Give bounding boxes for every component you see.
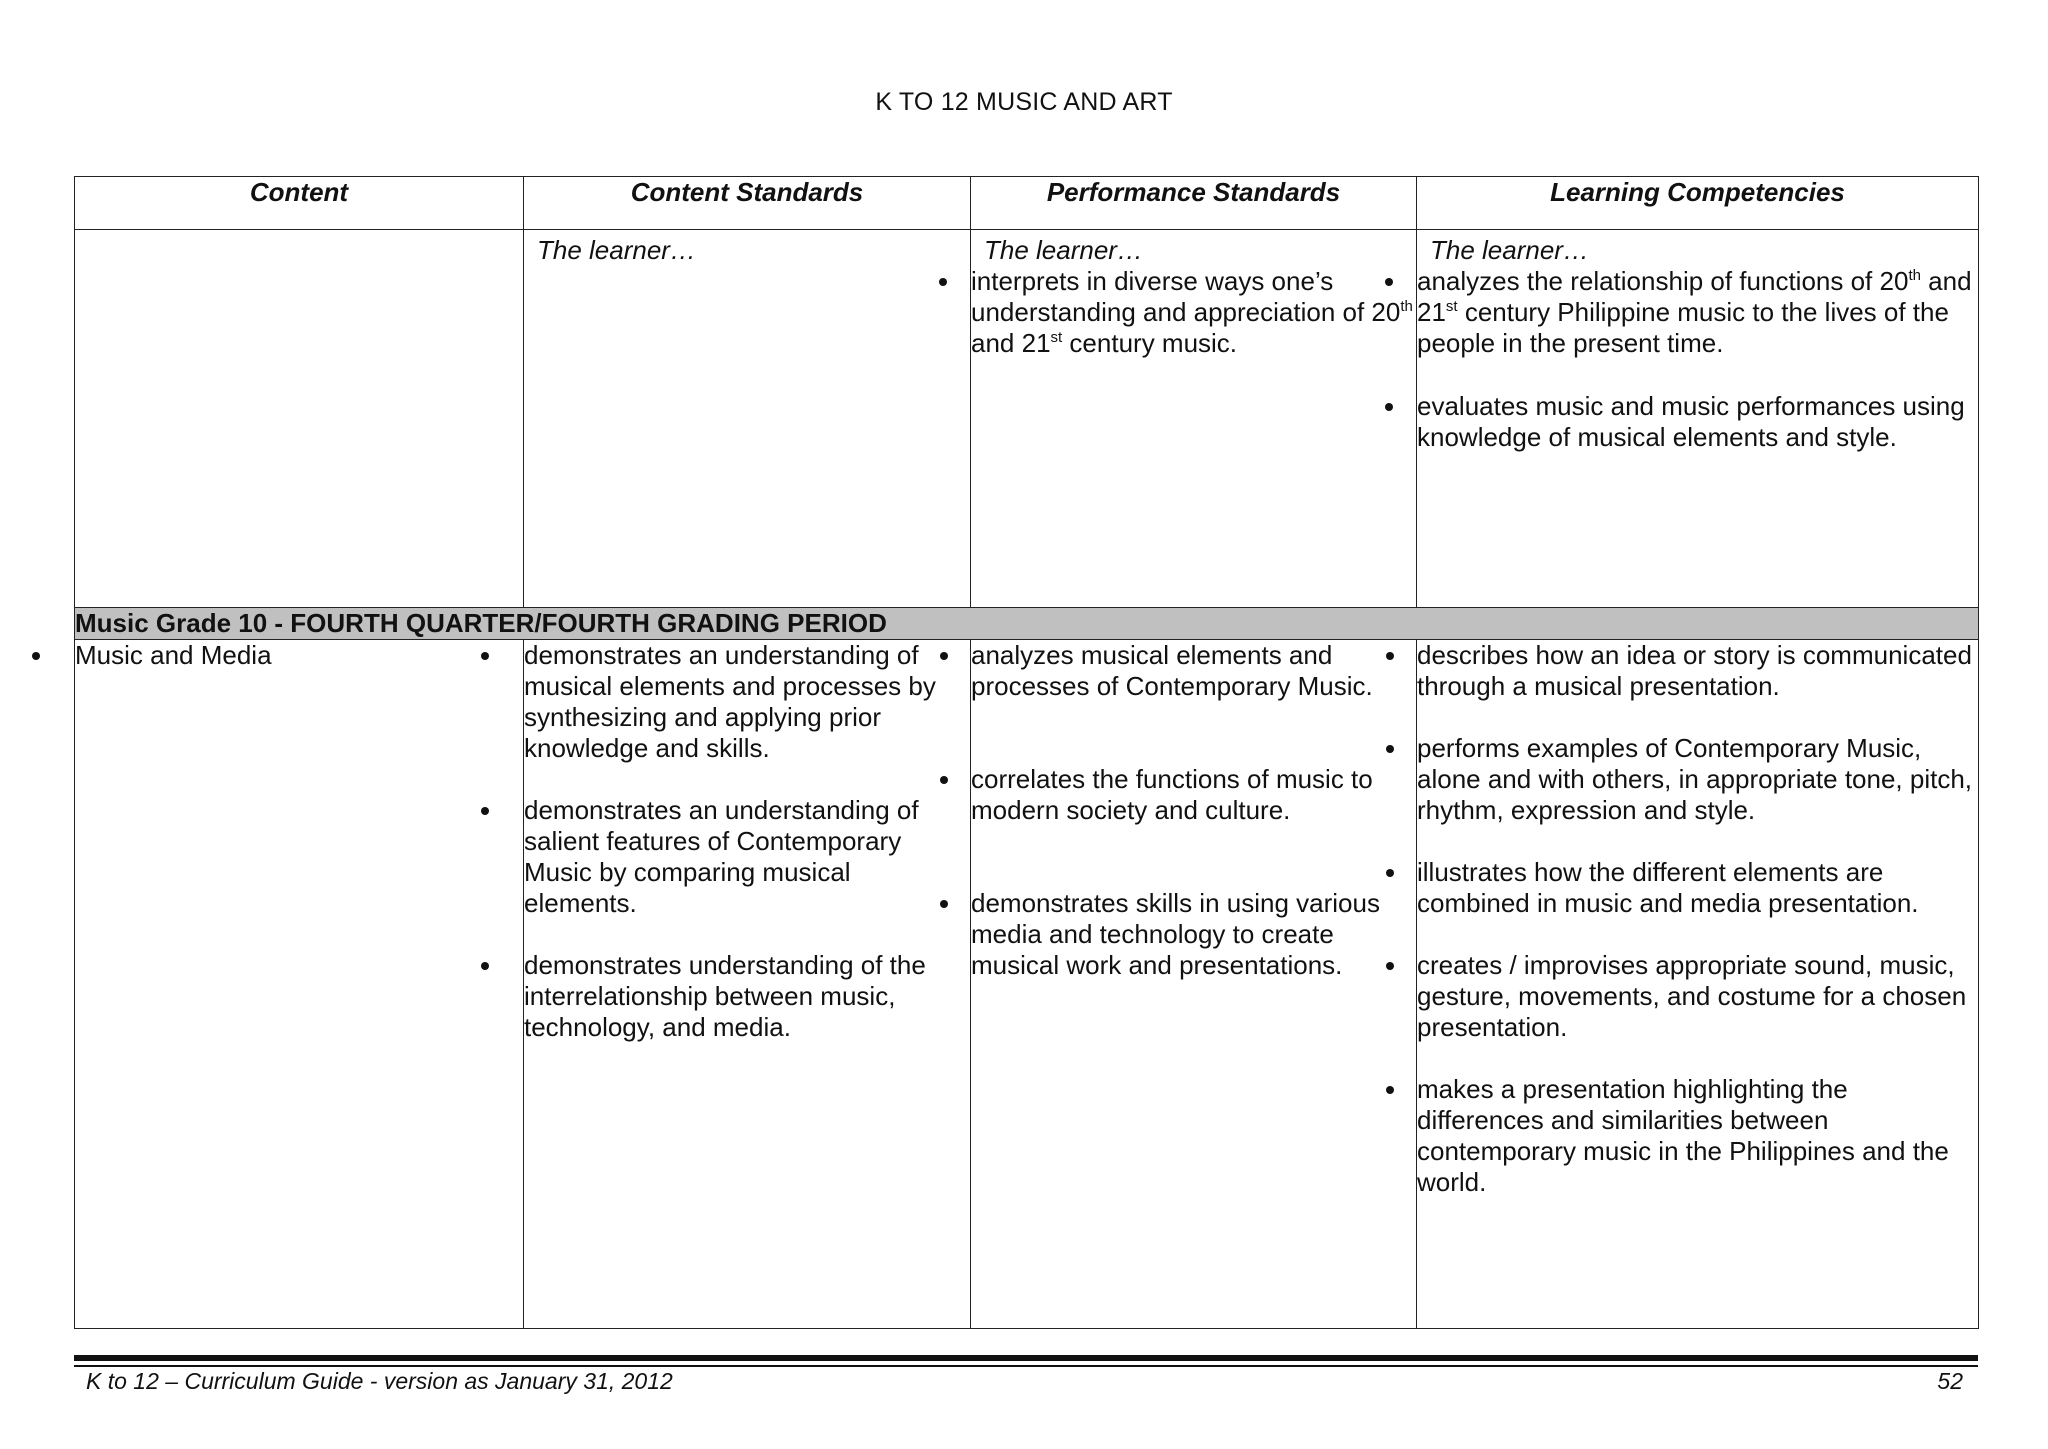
bullet-icon bbox=[940, 900, 948, 908]
list-item: analyzes musical elements and processes of Contemporary Music. bbox=[971, 640, 1416, 702]
grading-period-row bbox=[75, 608, 1979, 640]
header-row bbox=[75, 177, 1979, 230]
bullet-icon bbox=[1385, 403, 1393, 411]
page-title: K TO 12 MUSIC AND ART bbox=[875, 88, 1173, 116]
curriculum-table bbox=[74, 176, 1979, 1329]
content-cell bbox=[75, 230, 524, 608]
table-row bbox=[75, 230, 1979, 608]
list-item: evaluates music and music performances using knowledge of musical elements and style. bbox=[1417, 391, 1978, 453]
list-item: performs examples of Contemporary Music, alone and with others, in appropriate tone, pitch, rhythm, expression and style. bbox=[1417, 733, 1978, 826]
bullet-icon bbox=[1386, 962, 1394, 970]
column-header-performance-standards: Performance Standards bbox=[971, 177, 1417, 230]
performance-standards-list bbox=[971, 640, 1416, 981]
performance-standards-list bbox=[971, 266, 1416, 359]
learner-label: The learner… bbox=[537, 235, 696, 265]
grading-period-label: Music Grade 10 - FOURTH QUARTER/FOURTH GRADING PERIOD bbox=[75, 608, 1979, 640]
footer-divider bbox=[74, 1355, 1978, 1361]
content-standards-cell bbox=[524, 640, 971, 1329]
learner-label: The learner… bbox=[1430, 235, 1589, 265]
learning-competencies-list bbox=[1417, 266, 1978, 453]
table-row bbox=[75, 640, 1979, 1329]
list-item: describes how an idea or story is communicated through a musical presentation. bbox=[1417, 640, 1978, 702]
learning-competencies-cell bbox=[1417, 230, 1979, 608]
footer-divider-thin bbox=[74, 1365, 1978, 1367]
bullet-icon bbox=[1386, 652, 1394, 660]
column-header-content-standards: Content Standards bbox=[524, 177, 971, 230]
page-number: 52 bbox=[1937, 1368, 1963, 1394]
bullet-icon bbox=[940, 776, 948, 784]
list-item: demonstrates understanding of the interrelationship between music, technology, and media. bbox=[524, 950, 970, 1043]
bullet-icon bbox=[1386, 745, 1394, 753]
list-item: demonstrates skills in using various media and technology to create musical work and presentations. bbox=[971, 888, 1416, 981]
list-item: interprets in diverse ways one’s understanding and appreciation of 20th and 21st century music. bbox=[971, 266, 1416, 359]
list-item: Music and Media bbox=[75, 640, 523, 671]
content-standards-cell bbox=[524, 230, 971, 608]
bullet-icon bbox=[32, 652, 40, 660]
list-item: analyzes the relationship of functions of 20th and 21st century Philippine music to the lives of the people in the present time. bbox=[1417, 266, 1978, 359]
bullet-icon bbox=[939, 278, 947, 286]
bullet-icon bbox=[1386, 869, 1394, 877]
performance-standards-cell bbox=[971, 640, 1417, 1329]
list-item: makes a presentation highlighting the differences and similarities between contemporary music in the Philippines and the world. bbox=[1417, 1074, 1978, 1198]
content-list bbox=[75, 640, 523, 671]
footer-version-text: K to 12 – Curriculum Guide - version as January 31, 2012 bbox=[86, 1368, 673, 1394]
content-cell bbox=[75, 640, 524, 1329]
bullet-icon bbox=[1385, 278, 1393, 286]
performance-standards-cell bbox=[971, 230, 1417, 608]
list-item: demonstrates an understanding of salient features of Contemporary Music by comparing musical elements. bbox=[524, 795, 970, 919]
list-item: creates / improvises appropriate sound, music, gesture, movements, and costume for a chosen presentation. bbox=[1417, 950, 1978, 1043]
bullet-icon bbox=[481, 807, 489, 815]
learner-label: The learner… bbox=[984, 235, 1143, 265]
bullet-icon bbox=[1386, 1086, 1394, 1094]
learning-competencies-cell bbox=[1417, 640, 1979, 1329]
bullet-icon bbox=[481, 962, 489, 970]
bullet-icon bbox=[481, 652, 489, 660]
bullet-icon bbox=[940, 652, 948, 660]
column-header-content: Content bbox=[75, 177, 524, 230]
list-item: illustrates how the different elements are combined in music and media presentation. bbox=[1417, 857, 1978, 919]
column-header-learning-competencies: Learning Competencies bbox=[1417, 177, 1979, 230]
list-item: demonstrates an understanding of musical elements and processes by synthesizing and applying prior knowledge and skills. bbox=[524, 640, 970, 764]
content-standards-list bbox=[524, 640, 970, 1043]
list-item: correlates the functions of music to modern society and culture. bbox=[971, 764, 1416, 826]
learning-competencies-list bbox=[1417, 640, 1978, 1198]
